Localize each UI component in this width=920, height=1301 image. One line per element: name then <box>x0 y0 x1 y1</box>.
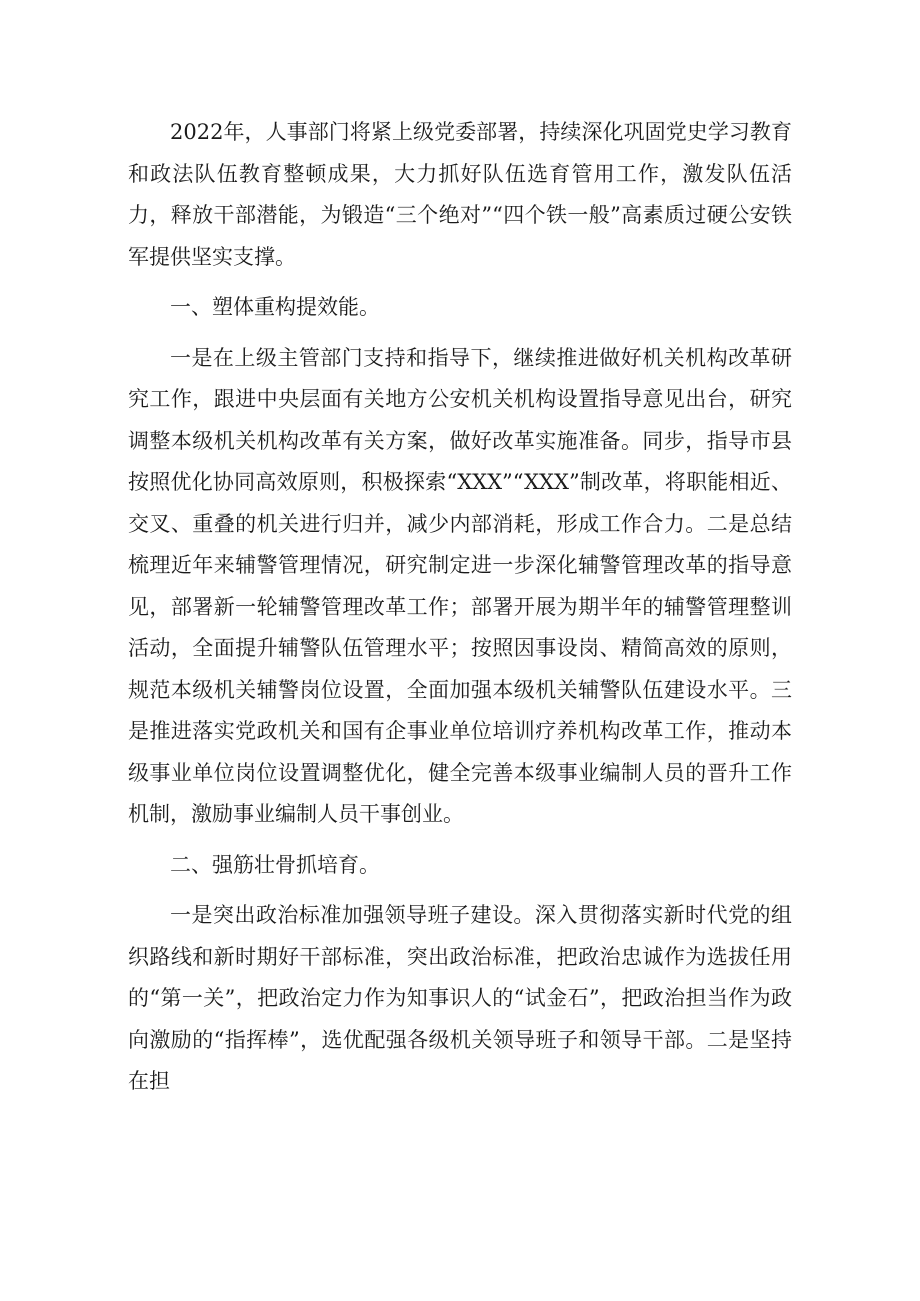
section-2-paragraph: 一是突出政治标准加强领导班子建设。深入贯彻落实新时代党的组织路线和新时期好干部标准，突出政治标准，把政治忠诚作为选拔任用的“第一关”，把政治定力作为知事识人的“试金石”，把政治担当作为政向激励的“指挥棒”，选优配强各级机关领导班子和领导干部。二是坚持在担 <box>128 903 792 1093</box>
document-body <box>128 112 792 1103</box>
section-heading-1: 一、塑体重构提效能。 <box>170 295 380 319</box>
intro-paragraph: 2022年，人事部门将紧上级党委部署，持续深化巩固党史学习教育和政法队伍教育整顿成果，大力抓好队伍选育管用工作，激发队伍活力，释放干部潜能，为锻造“三个绝对”“四个铁一般”高素质过硬公安铁军提供坚实支撑。 <box>128 120 792 269</box>
section-heading-2: 二、强筋壮骨抓培育。 <box>170 852 380 877</box>
section-1-paragraph: 一是在上级主管部门支持和指导下，继续推进做好机关机构改革研究工作，跟进中央层面有关地方公安机关机构设置指导意见出台，研究调整本级机关机构改革有关方案，做好改革实施准备。同步，指导市县按照优化协同高效原则，积极探索“XXX”“XXX”制改革，将职能相近、交叉、重叠的机关进行归并，减少内部消耗，形成工作合力。二是总结梳理近年来辅警管理情况，研究制定进一步深化辅警管理改革的指导意见，部署新一轮辅警管理改革工作；部署开展为期半年的辅警管理整训活动，全面提升辅警队伍管理水平；按照因事设岗、精简高效的原则，规范本级机关辅警岗位设置，全面加强本级机关辅警队伍建设水平。三是推进落实党政机关和国有企事业单位培训疗养机构改革工作，推动本级事业单位岗位设置调整优化，健全完善本级事业编制人员的晋升工作机制，激励事业编制人员干事创业。 <box>128 345 792 826</box>
